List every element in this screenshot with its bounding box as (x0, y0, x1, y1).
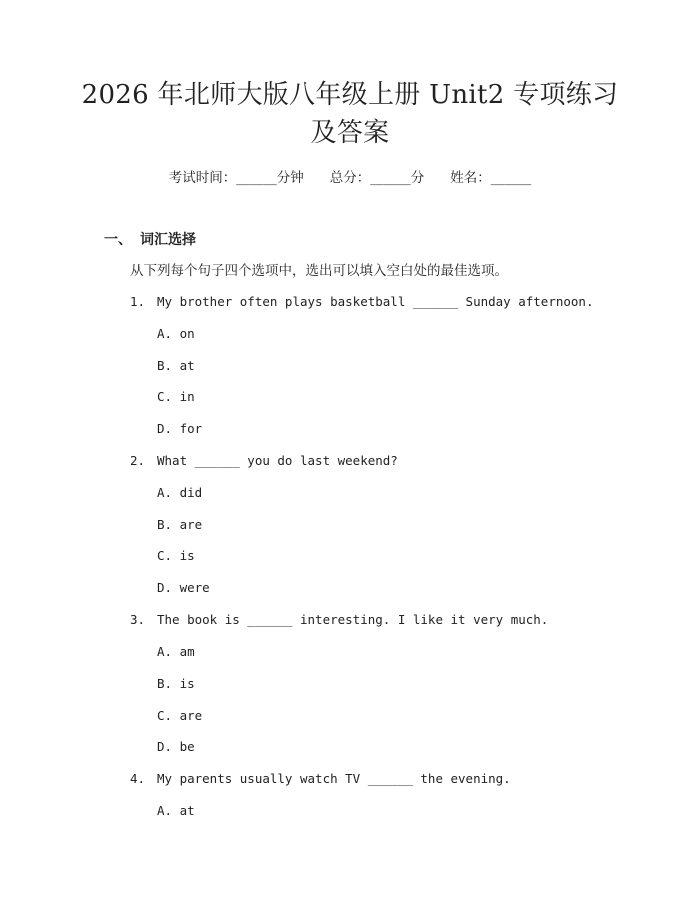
question-number: 3. (130, 612, 146, 627)
answer-option: C. is (157, 548, 195, 563)
answer-option: C. are (157, 708, 203, 723)
answer-option: A. am (157, 644, 195, 659)
section-number: 一、 (104, 232, 132, 248)
student-name: 姓名：______ (450, 170, 532, 186)
exam-time: 考试时间：______分钟 (168, 170, 304, 186)
section-instruction: 从下列每个句子四个选项中，选出可以填入空白处的最佳选项。 (130, 263, 508, 279)
answer-option: D. were (157, 580, 210, 595)
answer-option: A. at (157, 803, 195, 818)
document-title (60, 76, 640, 152)
section-title: 词汇选择 (140, 232, 196, 248)
exam-meta (0, 169, 700, 187)
answer-option: D. be (157, 739, 195, 754)
question-number: 2. (130, 453, 146, 468)
answer-option: D. for (157, 421, 203, 436)
question-text: The book is ______ interesting. I like it very much. (157, 612, 549, 627)
title-line-2: 及答案 (310, 118, 390, 148)
question-number: 1. (130, 294, 146, 309)
answer-option: A. on (157, 326, 195, 341)
answer-option: B. is (157, 676, 195, 691)
exam-score: 总分：______分 (329, 170, 425, 186)
answer-option: B. at (157, 358, 195, 373)
question-text: What ______ you do last weekend? (157, 453, 398, 468)
answer-option: B. are (157, 517, 203, 532)
question-text: My parents usually watch TV ______ the evening. (157, 771, 511, 786)
answer-option: C. in (157, 389, 195, 404)
question-number: 4. (130, 771, 146, 786)
question-text: My brother often plays basketball ______ Sunday afternoon. (157, 294, 594, 309)
title-line-1: 2026 年北师大版八年级上册 Unit2 专项练习 (81, 80, 619, 110)
answer-option: A. did (157, 485, 203, 500)
